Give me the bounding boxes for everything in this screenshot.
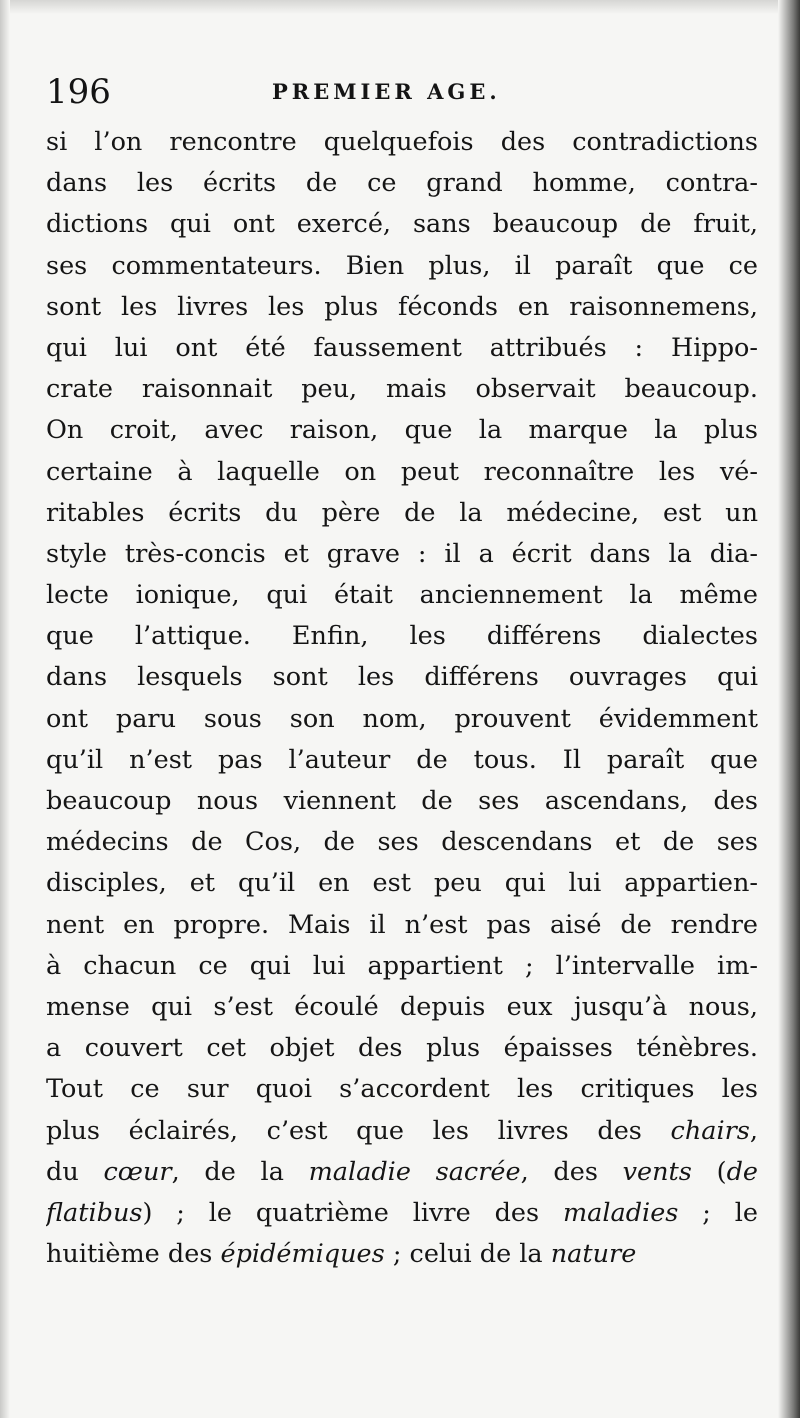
text-segment: On croit, avec raison, que la marque la plus [46,415,758,446]
text-line [46,1069,758,1110]
text-segment: certaine à laquelle on peut reconnaître les vé- [46,456,758,487]
text-segment: si l’on rencontre quelquefois des contradictions [46,127,758,157]
text-segment: ses commentateurs. Bien plus, il paraît que ce [46,250,758,281]
page-left-shadow [0,0,10,1418]
text-segment: ) ; le quatrième livre des [142,1197,563,1228]
text-segment: ( [691,1156,727,1187]
text-segment: à chacun ce qui lui appartient ; l’intervalle im- [46,950,758,981]
text-segment: style très-concis et grave : il a écrit dans la dia- [46,538,758,569]
running-header [46,70,758,114]
text-segment: mense qui s’est écoulé depuis eux jusqu’à nous, [46,991,758,1022]
italic-segment: maladie sacrée [308,1156,521,1187]
italic-segment: chairs [670,1115,750,1146]
text-segment: sont les livres les plus féconds en raisonnemens, [46,291,758,322]
text-segment: médecins de Cos, de ses descendans et de ses [46,827,758,858]
text-segment: huitième des [46,1239,221,1270]
text-segment: qui lui ont été faussement attribués : Hippo- [46,332,758,363]
text-segment: nent en propre. Mais il n’est pas aisé de rendre [46,909,758,940]
text-segment: , de la [171,1156,309,1187]
text-line [46,534,758,575]
text-line [46,575,758,616]
text-segment: ; celui de la [384,1239,551,1270]
text-line [46,204,758,245]
text-line [46,1028,758,1069]
text-line [46,410,758,451]
page-top-shadow [0,0,800,14]
italic-segment: de [726,1156,758,1187]
text-line [46,657,758,698]
italic-segment: cœur [103,1156,172,1187]
text-line [46,987,758,1028]
running-title: PREMIER AGE. [272,79,501,104]
text-segment: dictions qui ont exercé, sans beaucoup de fruit, [46,209,758,240]
text-line [46,493,758,534]
text-segment: dans lesquels sont les différens ouvrages qui [46,662,758,693]
text-segment: beaucoup nous viennent de ses ascendans, des [46,786,758,816]
text-line [46,287,758,328]
text-line [46,946,758,987]
text-segment: du [46,1156,104,1187]
text-line [46,1234,758,1275]
text-line [46,1152,758,1193]
text-line [46,328,758,369]
text-line [46,781,758,822]
page-number: 196 [46,72,111,112]
body-text [46,122,758,1275]
text-segment: dans les écrits de ce grand homme, contra- [46,168,758,199]
text-segment: que l’attique. Enfin, les différens dialectes [46,621,758,652]
text-segment: , des [520,1156,623,1187]
text-line [46,122,758,163]
text-line [46,616,758,657]
text-line [46,452,758,493]
text-segment: ont paru sous son nom, prouvent évidemment [46,703,758,734]
text-line [46,699,758,740]
text-line [46,863,758,904]
text-line [46,246,758,287]
text-line [46,740,758,781]
text-segment: crate raisonnait peu, mais observait beaucoup. [46,374,758,405]
text-line [46,163,758,204]
page-gutter-shadow [778,0,800,1418]
text-segment: ; le [678,1197,758,1228]
text-segment: a couvert cet objet des plus épaisses ténèbres. [46,1033,758,1064]
text-line [46,822,758,863]
italic-segment: flatibus [46,1197,143,1228]
text-line [46,905,758,946]
text-line [46,1193,758,1234]
italic-segment: vents [622,1156,692,1187]
italic-segment: nature [550,1239,637,1270]
text-segment: qu’il n’est pas l’auteur de tous. Il paraît que [46,744,758,775]
italic-segment: maladies [562,1197,679,1228]
text-segment: , [749,1115,758,1146]
text-segment: disciples, et qu’il en est peu qui lui appartien- [46,868,758,899]
text-segment: plus éclairés, c’est que les livres des [46,1115,671,1146]
text-line [46,1111,758,1152]
text-segment: Tout ce sur quoi s’accordent les critiques les [46,1074,758,1105]
text-segment: ritables écrits du père de la médecine, est un [46,497,758,528]
text-segment: lecte ionique, qui était anciennement la même [46,580,758,611]
text-line [46,369,758,410]
italic-segment: épidémiques [220,1239,385,1270]
